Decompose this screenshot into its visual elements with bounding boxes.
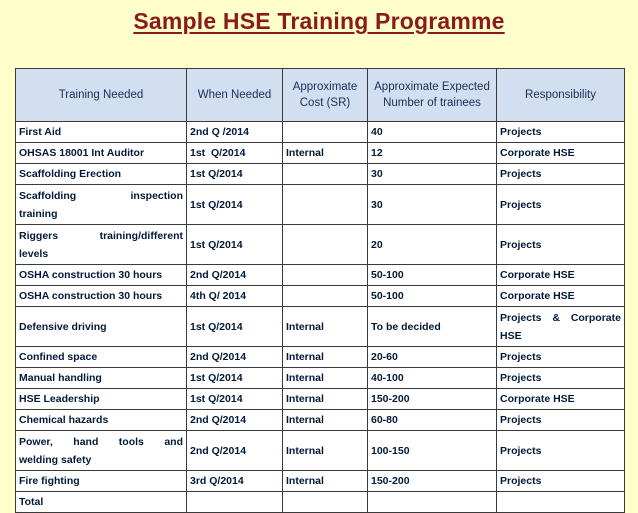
cell-when: 2nd Q/2014 [187, 265, 283, 286]
cell-cost [283, 286, 368, 307]
word: Riggers [19, 229, 59, 242]
cell-training [16, 225, 187, 265]
cell-when: 2nd Q/2014 [187, 347, 283, 368]
cell-training: Manual handling [16, 368, 187, 389]
cell-trainees [368, 492, 497, 513]
word: & [552, 311, 560, 324]
table-row [16, 265, 625, 286]
training-line-1 [19, 433, 183, 451]
word: tools [118, 435, 144, 448]
cell-training: OSHA construction 30 hours [16, 286, 187, 307]
table-row [16, 368, 625, 389]
cell-trainees: 12 [368, 143, 497, 164]
table-row [16, 410, 625, 431]
cell-trainees: 20 [368, 225, 497, 265]
header-training-needed: Training Needed [16, 69, 187, 122]
word: Scaffolding [19, 189, 77, 202]
table-row [16, 389, 625, 410]
cell-cost: Internal [283, 143, 368, 164]
cell-training: OSHA construction 30 hours [16, 265, 187, 286]
table-row [16, 185, 625, 225]
training-line-1 [19, 187, 183, 205]
training-line-2: training [19, 207, 58, 220]
responsibility-line-1 [500, 309, 621, 327]
cell-training: First Aid [16, 122, 187, 143]
cell-responsibility: Projects [497, 164, 625, 185]
cell-cost: Internal [283, 347, 368, 368]
cell-when: 1st Q/2014 [187, 307, 283, 347]
word: hand [73, 435, 99, 448]
cell-trainees: 20-60 [368, 347, 497, 368]
cell-when: 2nd Q/2014 [187, 410, 283, 431]
cell-cost [283, 122, 368, 143]
cell-when: 3rd Q/2014 [187, 471, 283, 492]
cell-training: Scaffolding Erection [16, 164, 187, 185]
header-responsibility: Responsibility [497, 69, 625, 122]
cell-when: 1st Q/2014 [187, 143, 283, 164]
table-row [16, 307, 625, 347]
cell-when: 1st Q/2014 [187, 185, 283, 225]
cell-trainees: 30 [368, 164, 497, 185]
responsibility-line-2: HSE [500, 329, 522, 342]
cell-training [16, 185, 187, 225]
cell-training: OHSAS 18001 Int Auditor [16, 143, 187, 164]
cell-training: HSE Leadership [16, 389, 187, 410]
total-row [16, 492, 625, 513]
cell-cost [283, 164, 368, 185]
cell-when: 1st Q/2014 [187, 368, 283, 389]
cell-when: 1st Q/2014 [187, 389, 283, 410]
cell-responsibility: Projects [497, 410, 625, 431]
cell-trainees: 40 [368, 122, 497, 143]
word: Projects [500, 311, 542, 324]
cell-training: Confined space [16, 347, 187, 368]
cell-when: 1st Q/2014 [187, 164, 283, 185]
table-row [16, 143, 625, 164]
training-line-2: welding safety [19, 453, 92, 466]
cell-cost: Internal [283, 410, 368, 431]
table-row [16, 431, 625, 471]
cell-cost [283, 185, 368, 225]
cell-cost: Internal [283, 389, 368, 410]
cell-cost [283, 492, 368, 513]
cell-trainees: 30 [368, 185, 497, 225]
cell-responsibility: Projects [497, 368, 625, 389]
cell-training: Defensive driving [16, 307, 187, 347]
cell-cost: Internal [283, 431, 368, 471]
cell-responsibility: Corporate HSE [497, 265, 625, 286]
cell-when [187, 492, 283, 513]
header-row [16, 69, 625, 122]
training-table [15, 68, 625, 513]
cell-responsibility: Projects [497, 122, 625, 143]
cell-when: 2nd Q /2014 [187, 122, 283, 143]
cell-responsibility: Projects [497, 431, 625, 471]
word: and [164, 435, 183, 448]
training-line-2: levels [19, 247, 49, 260]
cell-responsibility: Projects [497, 185, 625, 225]
cell-cost: Internal [283, 368, 368, 389]
cell-responsibility: Projects [497, 471, 625, 492]
table-row [16, 225, 625, 265]
table-row [16, 471, 625, 492]
cell-trainees: 150-200 [368, 389, 497, 410]
cell-training: Total [16, 492, 187, 513]
cell-responsibility [497, 492, 625, 513]
cell-responsibility: Projects [497, 225, 625, 265]
cell-when: 2nd Q/2014 [187, 431, 283, 471]
cell-trainees: 100-150 [368, 431, 497, 471]
word: Power, [19, 435, 53, 448]
cell-responsibility [497, 307, 625, 347]
word: inspection [130, 189, 183, 202]
header-when-needed: When Needed [187, 69, 283, 122]
cell-trainees: 50-100 [368, 286, 497, 307]
cell-trainees: 50-100 [368, 265, 497, 286]
cell-trainees: 40-100 [368, 368, 497, 389]
cell-trainees: To be decided [368, 307, 497, 347]
cell-cost [283, 265, 368, 286]
table-row [16, 347, 625, 368]
header-expected-trainees: Approximate Expected Number of trainees [368, 69, 497, 122]
cell-trainees: 60-80 [368, 410, 497, 431]
cell-training [16, 431, 187, 471]
cell-responsibility: Corporate HSE [497, 389, 625, 410]
cell-when: 4th Q/ 2014 [187, 286, 283, 307]
word: Corporate [570, 311, 621, 324]
header-approximate-cost: Approximate Cost (SR) [283, 69, 368, 122]
table-row [16, 164, 625, 185]
cell-when: 1st Q/2014 [187, 225, 283, 265]
cell-training: Chemical hazards [16, 410, 187, 431]
page-title: Sample HSE Training Programme [133, 8, 505, 34]
table-row [16, 122, 625, 143]
cell-responsibility: Corporate HSE [497, 143, 625, 164]
training-line-1 [19, 227, 183, 245]
cell-trainees: 150-200 [368, 471, 497, 492]
word: training/different [99, 229, 183, 242]
table-row [16, 286, 625, 307]
cell-cost [283, 225, 368, 265]
cell-responsibility: Projects [497, 347, 625, 368]
cell-cost: Internal [283, 471, 368, 492]
cell-cost: Internal [283, 307, 368, 347]
cell-responsibility: Corporate HSE [497, 286, 625, 307]
cell-training: Fire fighting [16, 471, 187, 492]
